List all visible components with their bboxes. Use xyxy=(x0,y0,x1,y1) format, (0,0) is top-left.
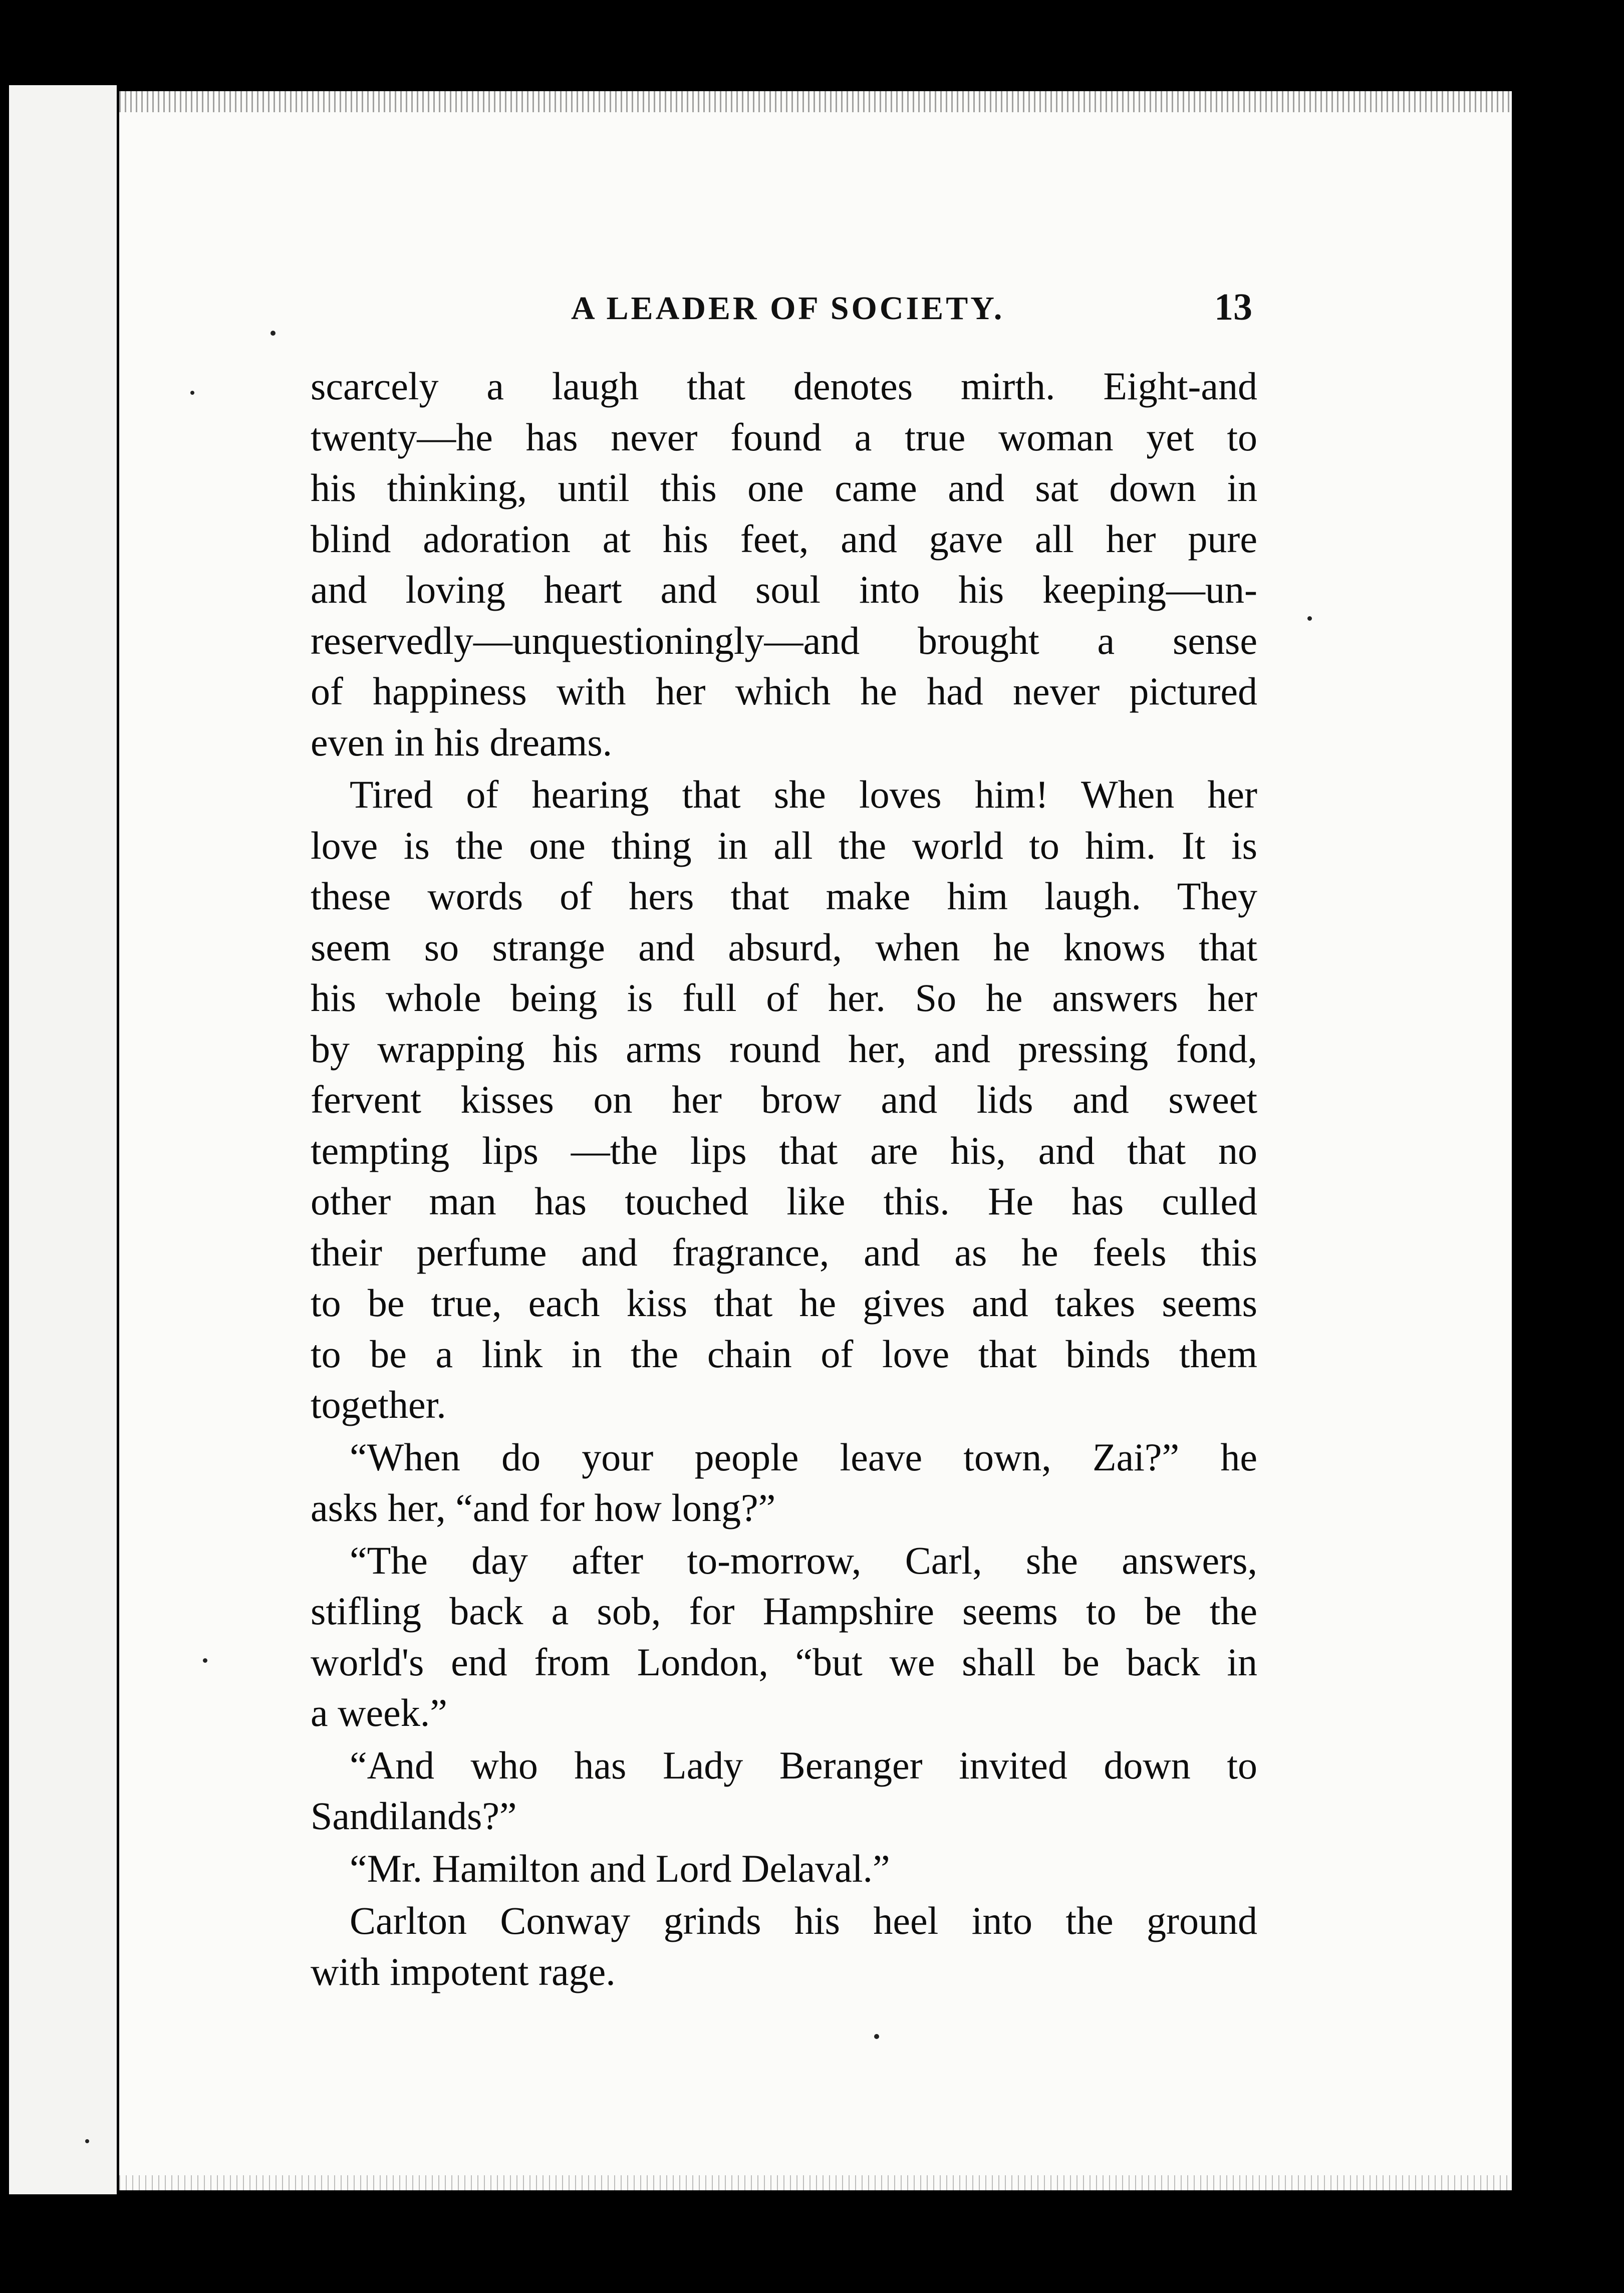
text-line: “Mr. Hamilton and Lord Delaval.” xyxy=(350,1846,890,1890)
paragraph xyxy=(311,1843,1257,1894)
text-line: with impotent rage. xyxy=(311,1949,616,1993)
gutter-strip xyxy=(9,85,117,2194)
text-line: fervent kisses on her brow and lids and sweet xyxy=(311,1078,1257,1121)
scan-speck xyxy=(1307,616,1312,621)
scan-speck xyxy=(85,2139,89,2143)
running-head xyxy=(311,281,1287,336)
scan-speck xyxy=(270,331,276,336)
text-line: their perfume and fragrance, and as he feels this xyxy=(311,1230,1257,1274)
text-line: Sandilands?” xyxy=(311,1794,517,1838)
text-line: “And who has Lady Beranger invited down to xyxy=(350,1743,1257,1787)
text-line: of happiness with her which he had never pictured xyxy=(311,669,1257,713)
text-line: a week.” xyxy=(311,1691,447,1734)
text-line: even in his dreams. xyxy=(311,720,613,764)
paragraph xyxy=(311,361,1257,768)
text-line: his thinking, until this one came and sat down in xyxy=(311,466,1257,509)
text-line: twenty—he has never found a true woman yet to xyxy=(311,415,1257,459)
scan-speck xyxy=(190,391,194,395)
running-title: A LEADER OF SOCIETY. xyxy=(571,290,1005,327)
text-line: world's end from London, “but we shall be back in xyxy=(311,1640,1257,1684)
scan-speck xyxy=(874,2034,879,2039)
text-line: his whole being is full of her. So he answers her xyxy=(311,976,1257,1020)
paragraph xyxy=(311,1740,1257,1842)
paragraph xyxy=(311,1535,1257,1738)
text-line: tempting lips —the lips that are his, and that no xyxy=(311,1128,1257,1172)
page-number: 13 xyxy=(1214,286,1252,328)
text-line: reservedly—unquestioningly—and brought a sense xyxy=(311,618,1257,662)
text-line: and loving heart and soul into his keeping—un- xyxy=(311,568,1257,611)
text-line: other man has touched like this. He has culled xyxy=(311,1179,1257,1223)
paragraph xyxy=(311,1895,1257,1997)
page-edge-right xyxy=(1519,91,1584,2190)
text-line: scarcely a laugh that denotes mirth. Eight-and xyxy=(311,364,1257,408)
text-line: together. xyxy=(311,1383,446,1426)
text-line: by wrapping his arms round her, and pressing fond, xyxy=(311,1027,1257,1071)
text-line: love is the one thing in all the world to him. It is xyxy=(311,823,1257,867)
text-line: seem so strange and absurd, when he knows that xyxy=(311,925,1257,969)
text-line: “The day after to-morrow, Carl, she answers, xyxy=(350,1538,1257,1582)
text-line: to be true, each kiss that he gives and takes seems xyxy=(311,1281,1257,1325)
text-line: “When do your people leave town, Zai?” he xyxy=(350,1435,1257,1479)
text-line: asks her, “and for how long?” xyxy=(311,1486,776,1530)
page-edge-bottom xyxy=(119,2175,1512,2190)
body-text xyxy=(311,361,1257,1998)
scan-speck xyxy=(203,1658,207,1663)
text-line: Carlton Conway grinds his heel into the ground xyxy=(350,1899,1257,1942)
page-edge-top xyxy=(119,91,1512,112)
text-line: these words of hers that make him laugh. They xyxy=(311,874,1257,918)
text-line: Tired of hearing that she loves him! When her xyxy=(350,773,1257,816)
text-line: blind adoration at his feet, and gave all her pure xyxy=(311,517,1257,561)
paragraph xyxy=(311,1432,1257,1534)
text-line: stifling back a sob, for Hampshire seems to be the xyxy=(311,1589,1257,1633)
text-line: to be a link in the chain of love that binds them xyxy=(311,1332,1257,1376)
paragraph xyxy=(311,769,1257,1430)
